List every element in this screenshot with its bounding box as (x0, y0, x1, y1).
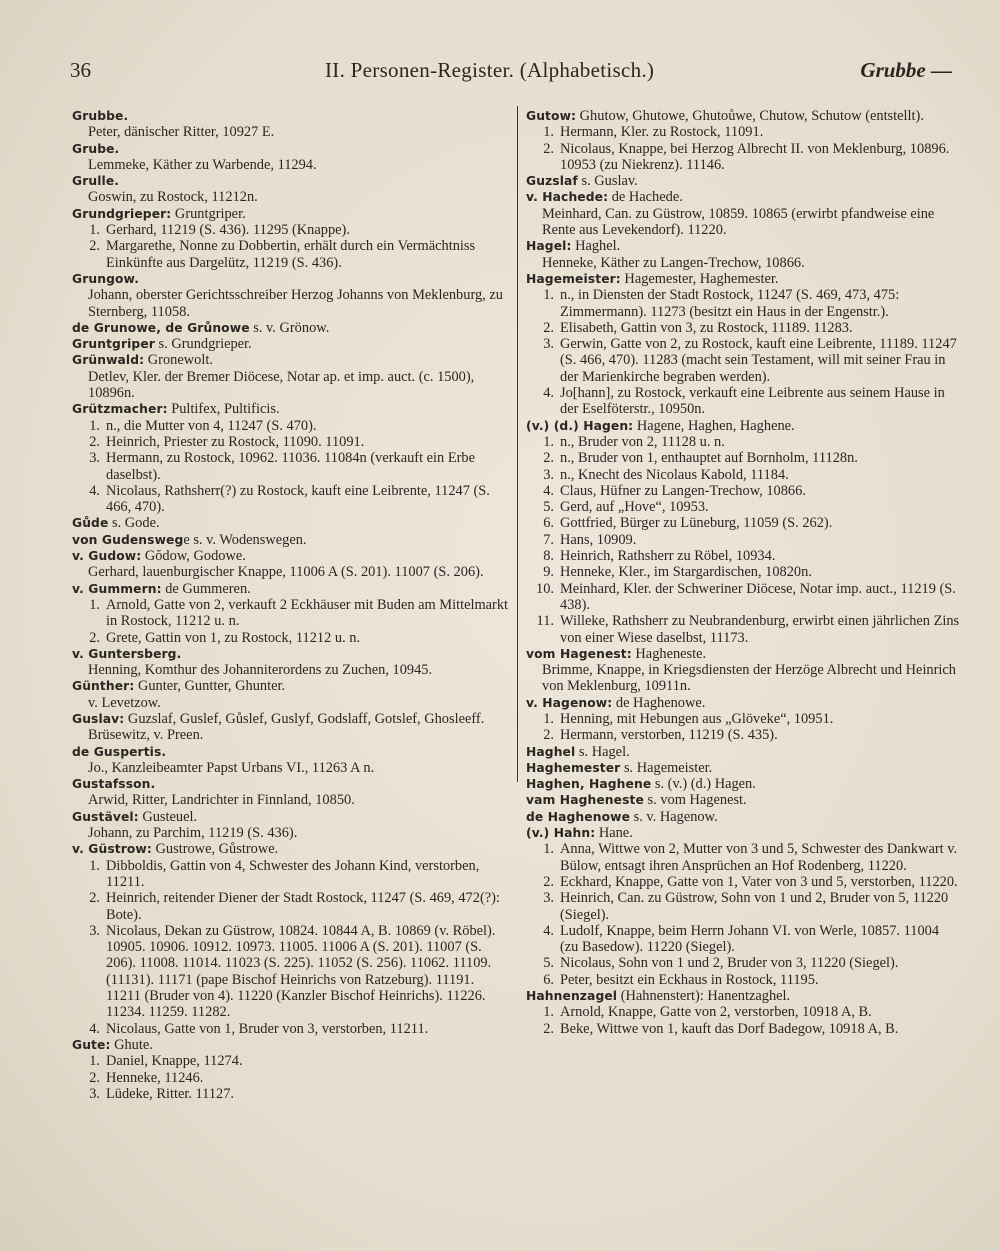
entry-headline (526, 108, 960, 124)
entry-headline (72, 711, 510, 727)
entry-headword: v. Hagenow: (526, 695, 613, 710)
entry-headword: v. Guntersberg. (72, 646, 182, 661)
entry-headline (526, 695, 960, 711)
register-entry (72, 548, 510, 581)
entry-subitem (526, 499, 960, 515)
entry-headline (72, 548, 510, 564)
entry-variants: Gustrowe, Gůstrowe. (151, 841, 279, 858)
entry-headline (526, 744, 960, 760)
entry-headline (526, 418, 960, 434)
subitem-number: 5. (543, 955, 554, 972)
subitem-text: Hans, 10909. (560, 531, 637, 548)
page-title: II. Personen-Register. (Alphabetisch.) (325, 58, 655, 82)
subitem-number: 9. (543, 564, 554, 581)
entry-subitem (72, 1086, 510, 1102)
register-entry (72, 776, 510, 809)
subitem-text: Gerwin, Gatte von 2, zu Rostock, kauft eine Leibrente, 11189. 11247 (S. 466, 470). 11283 (macht sein Testament, will mit seiner Frau in der Marienkirche begraben werden). (560, 336, 957, 385)
entry-subitem (526, 532, 960, 548)
subitem-text: Nicolaus, Sohn von 1 und 2, Bruder von 3, 11220 (Siegel). (560, 955, 899, 972)
subitem-number: 3. (89, 450, 100, 467)
entry-headword: de Grunowe, de Grůnowe (72, 320, 250, 335)
entry-subitem (72, 222, 510, 238)
register-entry (72, 206, 510, 271)
entry-line: Goswin, zu Rostock, 11212n. (88, 189, 258, 206)
entry-variants: Haghel. (571, 238, 621, 255)
subitem-number: 4. (543, 482, 554, 499)
entry-headword: Gustävel: (72, 809, 139, 824)
entry-headline (72, 841, 510, 857)
subitem-text: Dibboldis, Gattin von 4, Schwester des Johann Kind, verstorben, 11211. (106, 857, 480, 890)
subitem-number: 4. (543, 385, 554, 402)
entry-headline (72, 744, 510, 760)
entry-headword: (v.) Hahn: (526, 826, 596, 841)
subitem-number: 7. (543, 531, 554, 548)
register-entry (72, 532, 510, 548)
subitem-text: Grete, Gattin von 1, zu Rostock, 11212 u. n. (106, 629, 361, 646)
entry-line: Meinhard, Can. zu Güstrow, 10859. 10865 (erwirbt pfandweise eine Rente aus Levekendorf). 11220. (542, 205, 935, 239)
entry-variants: Gronewolt. (144, 352, 213, 369)
entry-headword: Grungow. (72, 271, 139, 286)
subitem-text: Henning, mit Hebungen aus „Glöveke“, 10951. (560, 710, 834, 727)
entry-headline (526, 776, 960, 792)
entry-variants: Ghutow, Ghutowe, Ghutoůwe, Chutow, Schutow (entstellt). (576, 108, 924, 124)
entry-line: Jo., Kanzleibeamter Papst Urbans VI., 11263 A n. (88, 759, 375, 776)
subitem-number: 3. (89, 1085, 100, 1102)
entry-headline (72, 809, 510, 825)
entry-headword: Haghen, Haghene (526, 777, 652, 792)
entry-headline (526, 271, 960, 287)
register-entry (526, 744, 960, 760)
subitem-number: 2. (543, 140, 554, 157)
entry-line: Henning, Komthur des Johanniterordens zu Zuchen, 10945. (88, 662, 433, 679)
subitem-number: 1. (543, 841, 554, 858)
subitem-number: 11. (536, 613, 554, 630)
entry-variants: Pultifex, Pultificis. (167, 401, 280, 418)
entry-subitem (72, 483, 510, 516)
subitem-text: Hermann, verstorben, 11219 (S. 435). (560, 727, 778, 744)
subitem-text: Hermann, zu Rostock, 10962. 11036. 11084n (verkauft ein Erbe daselbst). (106, 450, 476, 483)
entry-variants: Gŏdow, Godowe. (141, 548, 246, 565)
entry-headword: v. Gummern: (72, 581, 162, 596)
page-number: 36 (70, 58, 91, 82)
entry-headline (526, 988, 960, 1004)
register-entry (72, 646, 510, 679)
entry-headline (72, 1037, 510, 1053)
entry-subitem (526, 467, 960, 483)
entry-subitem (526, 385, 960, 418)
entry-subitem (526, 613, 960, 646)
subitem-text: Elisabeth, Gattin von 3, zu Rostock, 11189. 11283. (560, 319, 853, 336)
entry-variants: s. Grundgrieper. (154, 336, 252, 353)
subitem-number: 2. (89, 890, 100, 907)
entry-subitem (526, 841, 960, 874)
entry-headline (72, 581, 510, 597)
subitem-text: n., Bruder von 1, enthauptet auf Bornholm, 11128n. (560, 450, 858, 467)
entry-headword: v. Gudow: (72, 549, 142, 564)
entry-headword: Hahnenzagel (526, 989, 618, 1004)
entry-line: Brüsewitz, v. Preen. (88, 727, 204, 744)
subitem-text: Hermann, Kler. zu Rostock, 11091. (560, 124, 764, 141)
entry-variants: s. v. Grönow. (249, 319, 330, 336)
entry-headline (526, 809, 960, 825)
entry-line: Detlev, Kler. der Bremer Diöcese, Notar ap. et imp. auct. (c. 1500), 10896n. (88, 368, 475, 402)
entry-variants: Ghute. (110, 1036, 153, 1053)
entry-headline (72, 336, 510, 352)
entry-headline (72, 776, 510, 792)
register-entry (526, 988, 960, 1037)
register-entry (72, 336, 510, 352)
subitem-text: Arnold, Knappe, Gatte von 2, verstorben, 10918 A, B. (560, 1004, 872, 1021)
subitem-text: Heinrich, Can. zu Güstrow, Sohn von 1 und 2, Bruder von 5, 11220 (Siegel). (560, 890, 949, 923)
register-entry (526, 760, 960, 776)
entry-subitem (72, 1021, 510, 1037)
entry-headword: vom Hagenest: (526, 646, 632, 661)
register-entry (72, 678, 510, 711)
subitem-number: 1. (543, 287, 554, 304)
subitem-text: n., Knecht des Nicolaus Kabold, 11184. (560, 466, 789, 483)
subitem-number: 2. (543, 319, 554, 336)
entry-line: v. Levetzow. (88, 694, 161, 711)
register-entry (72, 744, 510, 777)
register-entry (526, 792, 960, 808)
subitem-number: 10. (536, 580, 554, 597)
subitem-number: 1. (543, 433, 554, 450)
entry-headword: Haghemester (526, 760, 621, 775)
entry-variants: Hagene, Haghen, Haghene. (633, 417, 795, 434)
entry-subitem (526, 727, 960, 743)
register-entry (72, 271, 510, 320)
register-entry (526, 238, 960, 271)
entry-subitem (526, 1004, 960, 1020)
register-entry (72, 108, 510, 141)
entry-subitem (72, 434, 510, 450)
entry-variants: Gunter, Guntter, Ghunter. (134, 678, 286, 695)
entry-subitem (526, 564, 960, 580)
register-entry (526, 418, 960, 646)
entry-headword: Gruntgriper (72, 337, 155, 352)
register-entry (72, 173, 510, 206)
register-entry (526, 271, 960, 418)
entry-variants: Hagemester, Haghemester. (620, 270, 779, 287)
subitem-text: Heinrich, Priester zu Rostock, 11090. 11091. (106, 433, 365, 450)
subitem-number: 1. (543, 1004, 554, 1021)
entry-headline (72, 206, 510, 222)
subitem-text: n., Bruder von 2, 11128 u. n. (560, 433, 725, 450)
subitem-number: 1. (89, 1053, 100, 1070)
register-entry (72, 581, 510, 646)
entry-subitem (526, 434, 960, 450)
subitem-text: Claus, Hüfner zu Langen-Trechow, 10866. (560, 482, 806, 499)
entry-subitem (526, 515, 960, 531)
subitem-text: Lüdeke, Ritter. 11127. (106, 1085, 235, 1102)
register-entry (72, 141, 510, 174)
entry-variants: Hagheneste. (631, 645, 707, 662)
entry-line: Brimme, Knappe, in Kriegsdiensten der Herzöge Albrecht und Heinrich von Meklenburg, 10911n. (542, 662, 957, 695)
entry-variants: Gruntgriper. (171, 205, 246, 222)
subitem-number: 1. (543, 124, 554, 141)
entry-line: Johann, oberster Gerichtsschreiber Herzog Johanns von Meklenburg, zu Sternberg, 11058. (88, 287, 503, 320)
entry-variants: s. Guslav. (577, 173, 638, 190)
subitem-text: Gerhard, 11219 (S. 436). 11295 (Knappe). (106, 222, 350, 239)
subitem-text: Gottfried, Bürger zu Lüneburg, 11059 (S. 262). (560, 515, 833, 532)
register-entry (526, 825, 960, 988)
subitem-text: Margarethe, Nonne zu Dobbertin, erhält durch ein Vermächtniss Einkünfte aus Dargelütz, 11219 (S. 436). (106, 238, 476, 271)
entry-headline (72, 141, 510, 157)
subitem-text: Arnold, Gatte von 2, verkauft 2 Eckhäuser mit Buden am Mittelmarkt in Rostock, 11212 u. n. (106, 596, 509, 630)
entry-subitem (72, 597, 510, 630)
entry-subitem (526, 336, 960, 385)
entry-subitem (526, 874, 960, 890)
subitem-text: Daniel, Knappe, 11274. (106, 1053, 243, 1070)
subitem-text: Eckhard, Knappe, Gatte von 1, Vater von 3 und 5, verstorben, 11220. (560, 873, 958, 890)
entry-subitem (72, 858, 510, 891)
entry-headline (72, 108, 510, 124)
entry-variants: de Hachede. (608, 189, 683, 206)
subitem-number: 4. (89, 482, 100, 499)
entry-headword: v. Hachede: (526, 190, 609, 205)
subitem-number: 4. (543, 922, 554, 939)
entry-line: Henneke, Käther zu Langen-Trechow, 10866. (542, 254, 805, 271)
entry-subitem (526, 581, 960, 614)
subitem-number: 3. (543, 890, 554, 907)
entry-headword: Grulle. (72, 174, 120, 189)
entry-headline (526, 238, 960, 254)
entry-variants: de Gummeren. (161, 580, 251, 597)
entry-subitem (526, 1021, 960, 1037)
entry-headline (526, 646, 960, 662)
entry-headline (72, 352, 510, 368)
subitem-number: 1. (89, 857, 100, 874)
subitem-number: 2. (89, 433, 100, 450)
entry-variants: s. v. Hagenow. (630, 808, 718, 825)
entry-subitem (526, 450, 960, 466)
right-column (526, 108, 960, 1037)
subitem-number: 2. (543, 727, 554, 744)
entry-headline (72, 646, 510, 662)
subitem-text: Henneke, 11246. (106, 1069, 204, 1086)
register-entry (72, 320, 510, 336)
entry-subitem (526, 141, 960, 174)
entry-variants: s. (v.) (d.) Hagen. (651, 776, 756, 793)
subitem-number: 1. (89, 417, 100, 434)
subitem-number: 6. (543, 515, 554, 532)
subitem-number: 3. (543, 466, 554, 483)
entry-headword: Gůde (72, 516, 109, 531)
entry-headline (72, 515, 510, 531)
subitem-text: Gerd, auf „Hove“, 10953. (560, 499, 709, 516)
subitem-number: 2. (89, 238, 100, 255)
entry-headword: Günther: (72, 679, 135, 694)
register-entry (526, 695, 960, 744)
subitem-text: Meinhard, Kler. der Schweriner Diöcese, Notar imp. auct., 11219 (S. 438). (560, 580, 956, 613)
subitem-number: 2. (543, 873, 554, 890)
entry-headline (72, 173, 510, 189)
entry-subitem (72, 238, 510, 271)
subitem-text: Nicolaus, Knappe, bei Herzog Albrecht II. von Meklenburg, 10896. 10953 (zu Niekrenz). 11146. (560, 140, 950, 173)
entry-headword: de Haghenowe (526, 809, 631, 824)
entry-subitem (72, 630, 510, 646)
entry-headword: Gustafsson. (72, 777, 156, 792)
register-entry (72, 841, 510, 1037)
entry-headword: Grundgrieper: (72, 206, 172, 221)
entry-headword: Gutow: (526, 109, 577, 123)
entry-subitem (526, 923, 960, 956)
subitem-text: Jo[hann], zu Rostock, verkauft eine Leibrente aus seinem Hause in der Eselföterstr., 10950n. (560, 385, 945, 418)
entry-variants: Hane. (595, 825, 633, 842)
subitem-text: Ludolf, Knappe, beim Herrn Johann VI. von Werle, 10857. 11004 (zu Basedow). 11220 (Siegel). (560, 922, 940, 956)
entry-headword: Hagemeister: (526, 271, 621, 286)
register-entry (526, 776, 960, 792)
left-column (72, 108, 510, 1102)
register-entry (526, 809, 960, 825)
entry-line: Gerhard, lauenburgischer Knappe, 11006 A (S. 201). 11007 (S. 206). (88, 564, 484, 581)
subitem-text: Henneke, Kler., im Stargardischen, 10820n. (560, 564, 812, 581)
subitem-number: 2. (89, 1069, 100, 1086)
subitem-text: Willeke, Rathsherr zu Neubrandenburg, erwirbt einen jährlichen Zins von einer Wiese daselbst, 11173. (560, 613, 960, 646)
entry-subitem (526, 483, 960, 499)
entry-headword: v. Güstrow: (72, 842, 152, 857)
entry-variants: s. vom Hagenest. (643, 792, 747, 809)
entry-variants: s. Hagemeister. (620, 759, 713, 776)
entry-variants: de Haghenowe. (612, 694, 706, 711)
register-entry (526, 108, 960, 173)
entry-subitem (526, 287, 960, 320)
entry-subitem (526, 548, 960, 564)
entry-subitem (526, 955, 960, 971)
register-entry (72, 809, 510, 842)
register-entry (72, 1037, 510, 1102)
subitem-number: 8. (543, 548, 554, 565)
subitem-text: Beke, Wittwe von 1, kauft das Dorf Badegow, 10918 A, B. (560, 1020, 899, 1037)
register-entry (526, 189, 960, 238)
entry-variants: (Hahnenstert): Hanentzaghel. (617, 988, 791, 1005)
subitem-number: 5. (543, 499, 554, 516)
column-divider (517, 106, 518, 782)
subitem-text: Anna, Wittwe von 2, Mutter von 3 und 5, Schwester des Dankwart v. Bülow, entsagt ihren Ansprüchen an Hof Rodenberg, 11220. (560, 841, 958, 874)
entry-headword: Gute: (72, 1037, 111, 1052)
subitem-text: n., die Mutter von 4, 11247 (S. 470). (106, 417, 317, 434)
subitem-number: 6. (543, 971, 554, 988)
entry-headword: Grützmacher: (72, 402, 168, 417)
entry-variants: s. Hagel. (575, 743, 630, 760)
register-entry (526, 173, 960, 189)
subitem-number: 1. (543, 710, 554, 727)
entry-headword: Guzslaf (526, 174, 578, 189)
subitem-number: 4. (89, 1020, 100, 1037)
register-entry (526, 646, 960, 695)
entry-headline (526, 792, 960, 808)
entry-headline (72, 271, 510, 287)
register-entry (72, 515, 510, 531)
entry-subitem (72, 923, 510, 1021)
subitem-text: Nicolaus, Gatte von 1, Bruder von 3, verstorben, 11211. (106, 1020, 429, 1037)
entry-headword: Guslav: (72, 711, 125, 726)
subitem-text: Nicolaus, Dekan zu Güstrow, 10824. 10844 A, B. 10869 (v. Röbel). 10905. 10906. 10912. 10973. 11005. 11006 A (S. 201). 11007 (S. 206). 11008. 11014. 11023 (S. 225). 11052 (S. 256). 11062. 11109. (11131). 11171 (pape Bischof Heinrichs von Ratzeburg). 11191. 11211 (Bruder von 4). 11220 (Kanzler Bischof Heinrichs). 11226. 11234. 11259. 11282. (106, 922, 496, 1021)
register-entry (72, 401, 510, 515)
entry-line: Arwid, Ritter, Landrichter in Finnland, 10850. (88, 792, 355, 809)
subitem-text: Heinrich, reitender Diener der Stadt Rostock, 11247 (S. 469, 472(?): Bote). (106, 890, 500, 923)
entry-headline (526, 173, 960, 189)
subitem-number: 3. (89, 922, 100, 939)
entry-headword: Grünwald: (72, 353, 145, 368)
entry-headline (526, 189, 960, 205)
entry-headword: de Guspertis. (72, 744, 167, 759)
entry-variants: e s. v. Wodenswegen. (183, 531, 307, 548)
entry-subitem (72, 450, 510, 483)
entry-subitem (526, 972, 960, 988)
entry-variants: Guzslaf, Guslef, Gůslef, Guslyf, Godslaff, Gotslef, Ghosleeff. (124, 710, 485, 727)
entry-subitem (72, 1053, 510, 1069)
entry-headline (526, 760, 960, 776)
register-entry (72, 711, 510, 744)
subitem-text: Heinrich, Rathsherr zu Röbel, 10934. (560, 548, 776, 565)
entry-subitem (526, 320, 960, 336)
subitem-number: 1. (89, 596, 100, 613)
entry-headword: von Gudensweg (72, 532, 184, 547)
entry-line: Peter, dänischer Ritter, 10927 E. (88, 124, 275, 141)
subitem-text: n., in Diensten der Stadt Rostock, 11247 (S. 469, 473, 475: Zimmermann). 11273 (besitzt ein Haus in der Engenstr.). (560, 287, 900, 320)
entry-headword: Haghel (526, 744, 576, 759)
entry-variants: Gusteuel. (138, 808, 198, 825)
subitem-number: 2. (89, 629, 100, 646)
register-entry (72, 352, 510, 401)
subitem-text: Nicolaus, Rathsherr(?) zu Rostock, kauft eine Leibrente, 11247 (S. 466, 470). (106, 482, 490, 516)
entry-headline (72, 532, 510, 548)
entry-headword: Hagel: (526, 239, 572, 254)
subitem-text: Peter, besitzt ein Eckhaus in Rostock, 11195. (560, 971, 819, 988)
subitem-number: 2. (543, 450, 554, 467)
entry-subitem (72, 418, 510, 434)
entry-subitem (72, 890, 510, 923)
entry-headword: (v.) (d.) Hagen: (526, 418, 634, 433)
entry-headline (72, 401, 510, 417)
entry-headword: Grubbe. (72, 109, 129, 123)
subitem-number: 1. (89, 222, 100, 239)
running-head: Grubbe — (860, 58, 952, 82)
entry-subitem (72, 1070, 510, 1086)
entry-subitem (526, 890, 960, 923)
entry-headline (72, 678, 510, 694)
entry-headword: Grube. (72, 141, 120, 156)
entry-variants: s. Gode. (108, 515, 160, 532)
entry-line: Lemmeke, Käther zu Warbende, 11294. (88, 156, 317, 173)
subitem-number: 2. (543, 1020, 554, 1037)
entry-headline (72, 320, 510, 336)
entry-subitem (526, 124, 960, 140)
entry-line: Johann, zu Parchim, 11219 (S. 436). (88, 825, 298, 842)
page-header (70, 58, 952, 88)
entry-subitem (526, 711, 960, 727)
entry-headline (526, 825, 960, 841)
subitem-number: 3. (543, 336, 554, 353)
entry-headword: vam Hagheneste (526, 793, 644, 808)
